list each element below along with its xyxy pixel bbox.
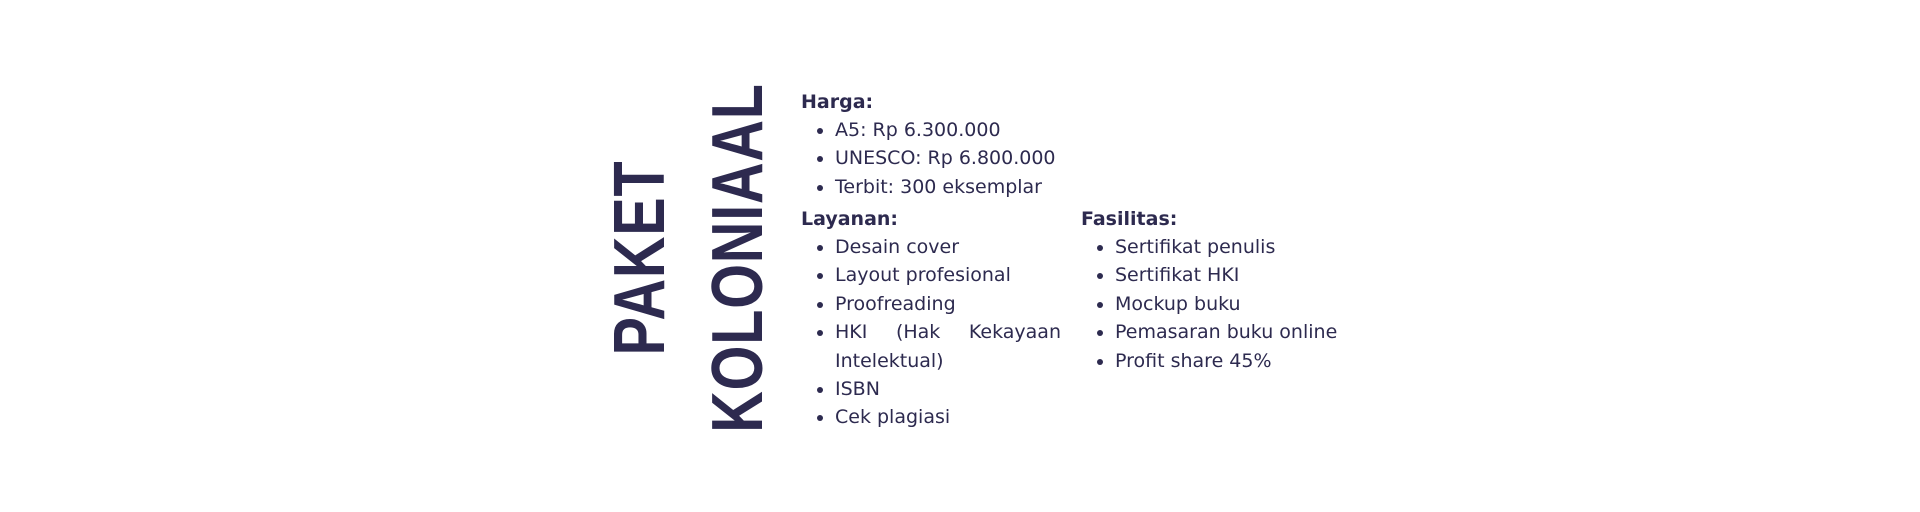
fasilitas-item-profit-share: Profit share 45% <box>1081 347 1381 375</box>
fasilitas-item-pemasaran: Pemasaran buku online <box>1081 318 1381 346</box>
harga-item-terbit: Terbit: 300 eksemplar <box>801 173 1131 201</box>
layanan-item-cek-plagiasi: Cek plagiasi <box>801 403 1061 431</box>
layanan-item-proofreading: Proofreading <box>801 290 1061 318</box>
fasilitas-item-mockup: Mockup buku <box>1081 290 1381 318</box>
layanan-label: Layanan: <box>801 208 899 230</box>
layanan-item-hki: HKI (Hak Kekayaan Intelektual) <box>801 318 1061 375</box>
fasilitas-list <box>1081 233 1381 375</box>
package-title-line2: KOLONIAAL <box>698 83 778 433</box>
package-title-line1: PAKET <box>600 160 680 356</box>
layanan-item-isbn: ISBN <box>801 375 1061 403</box>
fasilitas-item-sertifikat-hki: Sertifikat HKI <box>1081 261 1381 289</box>
layanan-item-desain-cover: Desain cover <box>801 233 1061 261</box>
harga-item-unesco: UNESCO: Rp 6.800.000 <box>801 144 1131 172</box>
harga-label: Harga: <box>801 91 874 113</box>
fasilitas-label: Fasilitas: <box>1081 208 1178 230</box>
harga-item-a5: A5: Rp 6.300.000 <box>801 116 1131 144</box>
fasilitas-item-sertifikat-penulis: Sertifikat penulis <box>1081 233 1381 261</box>
layanan-list <box>801 233 1061 432</box>
layanan-item-layout: Layout profesional <box>801 261 1061 289</box>
harga-list <box>801 116 1131 201</box>
